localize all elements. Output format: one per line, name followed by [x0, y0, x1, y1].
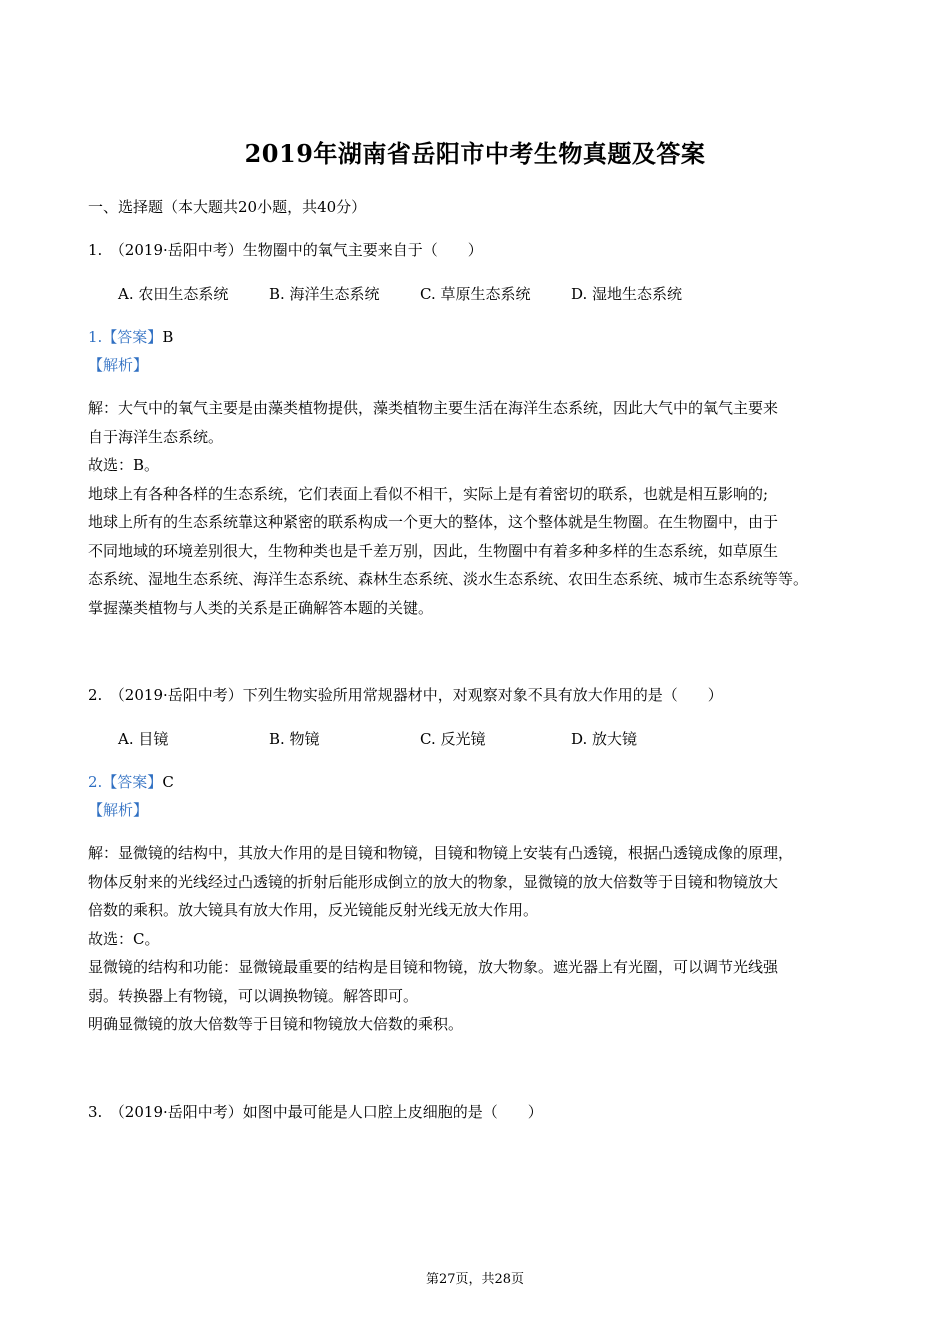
- question-1-analysis-label: 【解析】: [88, 356, 149, 374]
- analysis-line: 解：显微镜的结构中，其放大作用的是目镜和物镜，目镜和物镜上安装有凸透镜，根据凸透镜成像的原理，: [88, 844, 794, 862]
- answer-label: 1.【答案】: [88, 328, 163, 346]
- analysis-line: 态系统、湿地生态系统、海洋生态系统、森林生态系统、淡水生态系统、农田生态系统、城市生态系统等等。: [88, 570, 809, 588]
- question-1-option-a: A. 农田生态系统: [118, 285, 229, 303]
- question-2-analysis-label: 【解析】: [88, 801, 149, 819]
- document-title: 2019年湖南省岳阳市中考生物真题及答案: [244, 139, 706, 168]
- question-2-option-a: A. 目镜: [118, 730, 169, 748]
- question-2-option-c: C. 反光镜: [420, 730, 486, 748]
- question-1-stem: 1. （2019·岳阳中考）生物圈中的氧气主要来自于（ ）: [88, 241, 483, 259]
- question-1-option-b: B. 海洋生态系统: [269, 285, 380, 303]
- analysis-line: 明确显微镜的放大倍数等于目镜和物镜放大倍数的乘积。: [88, 1015, 464, 1033]
- analysis-line: 弱。转换器上有物镜，可以调换物镜。解答即可。: [88, 986, 419, 1005]
- analysis-line: 故选：B。: [88, 456, 160, 474]
- analysis-line: 故选：C。: [88, 929, 160, 948]
- analysis-line: 解：大气中的氧气主要是由藻类植物提供，藻类植物主要生活在海洋生态系统，因此大气中的氧气主要来: [88, 399, 779, 417]
- analysis-line: 不同地域的环境差别很大，生物种类也是千差万别，因此，生物圈中有着多种多样的生态系统，如草原生: [88, 541, 779, 560]
- question-2-answer: [88, 772, 174, 792]
- analysis-line: 显微镜的结构和功能：显微镜最重要的结构是目镜和物镜，放大物象。遮光器上有光圈，可以调节光线强: [88, 958, 779, 976]
- page-footer: 第27页，共28页: [425, 1272, 525, 1287]
- answer-value: B: [162, 328, 174, 346]
- question-2-option-d: D. 放大镜: [571, 730, 638, 748]
- analysis-line: 掌握藻类植物与人类的关系是正确解答本题的关键。: [88, 598, 434, 617]
- section-heading: 一、选择题（本大题共20小题，共40分）: [88, 198, 367, 216]
- analysis-line: 地球上所有的生态系统靠这种紧密的联系构成一个更大的整体，这个整体就是生物圈。在生物圈中，由于: [88, 513, 779, 531]
- analysis-line: 自于海洋生态系统。: [88, 427, 224, 446]
- analysis-line: 倍数的乘积。放大镜具有放大作用，反光镜能反射光线无放大作用。: [88, 901, 539, 919]
- question-3-stem: 3. （2019·岳阳中考）如图中最可能是人口腔上皮细胞的是（ ）: [88, 1103, 543, 1121]
- question-2-stem: 2. （2019·岳阳中考）下列生物实验所用常规器材中，对观察对象不具有放大作用的是（ ）: [88, 686, 723, 704]
- analysis-line: 地球上有各种各样的生态系统，它们表面上看似不相干，实际上是有着密切的联系，也就是相互影响的;: [88, 484, 769, 503]
- question-1-option-c: C. 草原生态系统: [420, 285, 531, 303]
- question-2-option-b: B. 物镜: [269, 730, 320, 748]
- question-1-answer: [88, 327, 173, 347]
- question-2-analysis: [88, 839, 868, 1039]
- answer-label: 2.【答案】: [88, 773, 163, 791]
- question-1-option-d: D. 湿地生态系统: [571, 285, 683, 303]
- analysis-line: 物体反射来的光线经过凸透镜的折射后能形成倒立的放大的物象，显微镜的放大倍数等于目镜和物镜放大: [88, 872, 779, 891]
- answer-value: C: [162, 773, 174, 791]
- question-1-analysis: [88, 394, 868, 622]
